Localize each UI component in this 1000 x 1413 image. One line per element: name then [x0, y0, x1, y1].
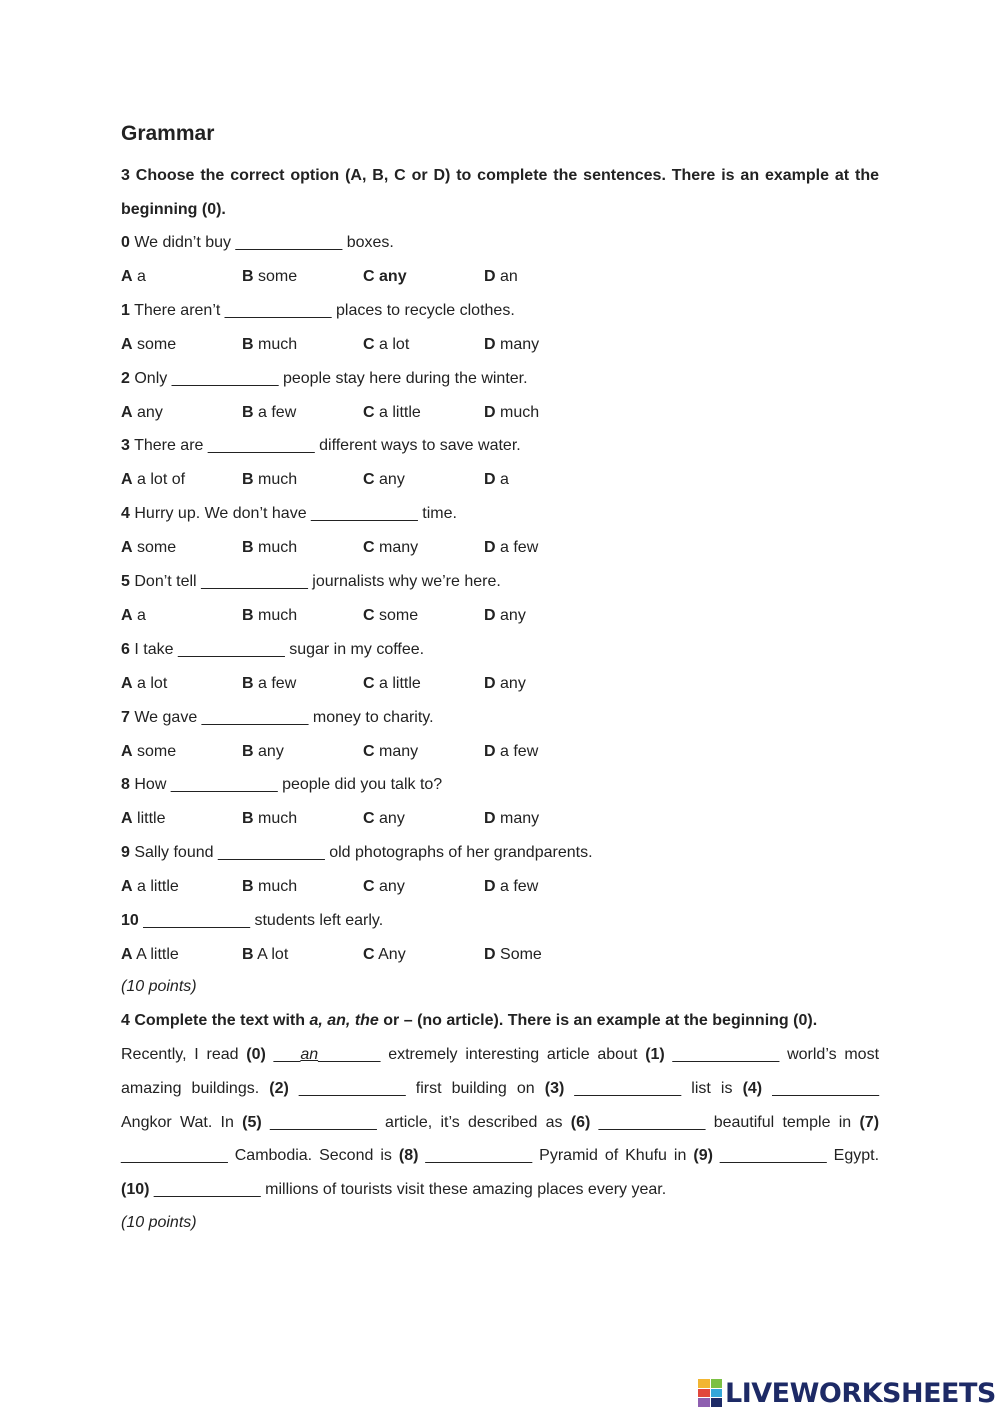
option-letter: A [121, 743, 133, 760]
option-text: any [500, 675, 526, 692]
question-0 [121, 233, 879, 253]
option-text: much [258, 810, 298, 827]
option-c[interactable] [363, 606, 418, 626]
option-a[interactable] [121, 470, 185, 490]
gap-number-10: (10) [121, 1181, 150, 1198]
option-letter: B [242, 946, 254, 963]
ex3-instruction-line1: 3 Choose the correct option (A, B, C or D) to complete the sentences. There is an example at the [121, 167, 879, 184]
option-text: much [500, 404, 540, 421]
question-number: 0 [121, 234, 130, 251]
option-letter: D [484, 336, 496, 353]
gap-10[interactable]: ____________ [153, 1181, 261, 1198]
question-number: 6 [121, 641, 130, 658]
gap-1[interactable]: ____________ [672, 1046, 780, 1063]
option-d[interactable] [484, 470, 509, 490]
question-4 [121, 504, 879, 524]
question-text-after: time. [422, 505, 457, 522]
question-text-before: I take [134, 641, 174, 658]
option-a[interactable] [121, 538, 176, 558]
option-text: some [137, 539, 177, 556]
option-letter: C [363, 336, 375, 353]
gap-number-0: (0) [246, 1046, 266, 1063]
option-text: many [500, 810, 540, 827]
question-blank[interactable]: ____________ [201, 573, 308, 590]
option-text: A lot [257, 946, 289, 963]
option-letter: A [121, 607, 133, 624]
ex4-l4-text3: Egypt. [826, 1147, 880, 1164]
option-a[interactable] [121, 945, 179, 965]
option-letter: D [484, 878, 496, 895]
question-blank[interactable]: ____________ [170, 776, 278, 793]
liveworksheets-logo-icon [698, 1379, 722, 1407]
option-letter: C [363, 878, 375, 895]
question-text-before: Don’t tell [134, 573, 197, 590]
gap-4[interactable]: ____________ [772, 1080, 880, 1097]
ex4-l4-text2: Pyramid of Khufu in [532, 1147, 694, 1164]
option-a[interactable] [121, 335, 176, 355]
option-d[interactable] [484, 945, 542, 965]
option-d[interactable] [484, 674, 526, 694]
option-text: much [258, 336, 298, 353]
section-title: Grammar [121, 122, 215, 145]
option-a[interactable] [121, 674, 167, 694]
ex4-l1-text1: Recently, I read [121, 1046, 247, 1063]
option-d[interactable] [484, 267, 518, 287]
option-b[interactable] [242, 538, 297, 558]
gap-number-8: (8) [398, 1147, 419, 1164]
option-a[interactable] [121, 742, 176, 762]
option-letter: B [242, 404, 254, 421]
option-b[interactable] [242, 335, 297, 355]
gap-number-2: (2) [269, 1080, 289, 1097]
gap-2[interactable]: ____________ [298, 1080, 406, 1097]
option-letter: B [242, 268, 254, 285]
option-a[interactable] [121, 606, 146, 626]
option-text: much [258, 878, 298, 895]
option-letter: B [242, 607, 254, 624]
option-text: a lot [137, 675, 168, 692]
option-b[interactable] [242, 742, 284, 762]
question-1 [121, 301, 879, 321]
question-number: 1 [121, 302, 130, 319]
option-text: any [258, 743, 284, 760]
question-blank[interactable]: ____________ [177, 641, 285, 658]
question-text-before: How [134, 776, 167, 793]
option-text: some [137, 336, 177, 353]
question-text-after: money to charity. [312, 709, 434, 726]
option-text: Any [378, 946, 406, 963]
question-5 [121, 572, 879, 592]
gap-number-3: (3) [544, 1080, 565, 1097]
option-letter: D [484, 471, 496, 488]
option-letter: C [363, 607, 375, 624]
question-text-after: people stay here during the winter. [282, 370, 528, 387]
question-text-after: old photographs of her grandparents. [329, 844, 593, 861]
option-letter: A [121, 810, 133, 827]
question-text-after: places to recycle clothes. [336, 302, 515, 319]
option-letter: A [121, 878, 133, 895]
question-text-before: We gave [134, 709, 198, 726]
option-text: much [258, 539, 298, 556]
question-8 [121, 775, 879, 795]
option-d[interactable] [484, 809, 539, 829]
option-text: a [137, 607, 146, 624]
option-a[interactable] [121, 403, 163, 423]
option-text: a [137, 268, 146, 285]
option-text: a little [379, 404, 421, 421]
option-b[interactable] [242, 674, 296, 694]
question-blank[interactable]: ____________ [235, 234, 343, 251]
ex4-l3-text2: article, it’s described as [376, 1114, 571, 1131]
option-text: an [500, 268, 518, 285]
option-b[interactable] [242, 809, 297, 829]
gap-number-6: (6) [570, 1114, 591, 1131]
option-letter: D [484, 607, 496, 624]
question-2 [121, 369, 879, 389]
option-d[interactable] [484, 403, 539, 423]
option-letter: D [484, 675, 496, 692]
option-letter: B [242, 539, 254, 556]
question-6 [121, 640, 879, 660]
option-a[interactable] [121, 809, 165, 829]
option-text: a [500, 471, 509, 488]
option-c[interactable] [363, 945, 406, 965]
gap-number-5: (5) [242, 1114, 262, 1131]
option-text: a few [258, 675, 297, 692]
option-letter: C [363, 675, 375, 692]
question-blank[interactable]: ____________ [143, 912, 251, 929]
question-number: 9 [121, 844, 130, 861]
ex4-text-line3 [121, 1113, 879, 1133]
ex4-instruction [121, 1011, 879, 1031]
gap-3[interactable]: ____________ [574, 1080, 682, 1097]
gap-number-7: (7) [859, 1114, 880, 1131]
option-letter: B [242, 810, 254, 827]
option-letter: B [242, 675, 254, 692]
question-text-before: We didn’t buy [134, 234, 232, 251]
option-text: some [258, 268, 298, 285]
option-letter: D [484, 404, 496, 421]
option-letter: B [242, 743, 254, 760]
option-letter: C [363, 404, 375, 421]
option-text: some [379, 607, 419, 624]
question-number: 7 [121, 709, 130, 726]
liveworksheets-logo-text: LIVEWORKSHEETS [725, 1377, 996, 1409]
question-number: 3 [121, 437, 130, 454]
option-letter: A [121, 946, 133, 963]
option-text: any [379, 810, 405, 827]
question-9 [121, 843, 879, 863]
option-b[interactable] [242, 403, 296, 423]
option-letter: D [484, 268, 496, 285]
gap-8[interactable]: ____________ [425, 1147, 533, 1164]
option-text: a few [258, 404, 297, 421]
option-d[interactable] [484, 877, 538, 897]
ex4-l3-text3: beautiful temple in [705, 1114, 860, 1131]
question-10 [121, 911, 879, 931]
option-text: much [258, 471, 298, 488]
ex4-text-line2 [121, 1079, 879, 1099]
option-b[interactable] [242, 877, 297, 897]
question-blank[interactable]: ____________ [311, 505, 418, 522]
option-letter: C [363, 268, 375, 285]
option-b[interactable] [242, 470, 297, 490]
question-7 [121, 708, 879, 728]
question-number: 2 [121, 370, 130, 387]
option-text: any [379, 268, 407, 285]
option-d[interactable] [484, 606, 526, 626]
option-b[interactable] [242, 606, 297, 626]
gap-number-9: (9) [693, 1147, 713, 1164]
question-number: 8 [121, 776, 130, 793]
liveworksheets-logo [698, 1376, 996, 1410]
option-letter: B [242, 471, 254, 488]
option-text: a few [500, 539, 539, 556]
question-text-before: There are [134, 437, 204, 454]
option-letter: D [484, 810, 496, 827]
option-text: little [137, 810, 166, 827]
question-text-after: boxes. [346, 234, 394, 251]
option-text: many [500, 336, 540, 353]
option-c[interactable] [363, 809, 405, 829]
question-text-before: Only [134, 370, 168, 387]
option-letter: C [363, 810, 375, 827]
option-b[interactable] [242, 267, 297, 287]
ex4-text-line4 [121, 1146, 879, 1166]
gap-0[interactable]: ___an_______ [273, 1046, 381, 1063]
option-text: a few [500, 878, 539, 895]
option-letter: A [121, 675, 133, 692]
gap-number-1: (1) [645, 1046, 665, 1063]
option-text: Some [500, 946, 542, 963]
option-d[interactable] [484, 742, 538, 762]
option-d[interactable] [484, 538, 538, 558]
option-text: A little [136, 946, 179, 963]
question-3 [121, 436, 879, 456]
question-text-after: journalists why we’re here. [312, 573, 501, 590]
ex4-l2-text1: amazing buildings. [121, 1080, 270, 1097]
option-letter: C [363, 946, 375, 963]
option-letter: A [121, 268, 133, 285]
option-letter: C [363, 471, 375, 488]
ex4-instruction-part1: 4 Complete the text with [121, 1012, 310, 1029]
option-text: some [137, 743, 177, 760]
ex3-instruction-line2: beginning (0). [121, 201, 226, 218]
question-text-after: people did you talk to? [282, 776, 443, 793]
ex4-l2-text3: list is [681, 1080, 743, 1097]
option-c[interactable] [363, 403, 421, 423]
option-d[interactable] [484, 335, 539, 355]
option-letter: D [484, 743, 496, 760]
question-text-after: sugar in my coffee. [289, 641, 425, 658]
option-text: a little [137, 878, 179, 895]
option-c[interactable] [363, 470, 405, 490]
question-blank[interactable]: ____________ [224, 302, 332, 319]
question-text-after: students left early. [254, 912, 384, 929]
option-a[interactable] [121, 267, 146, 287]
question-blank[interactable]: ____________ [171, 370, 279, 387]
option-c[interactable] [363, 877, 405, 897]
option-letter: A [121, 539, 133, 556]
option-text: many [379, 743, 419, 760]
option-text: much [258, 607, 298, 624]
gap-0-answer: an [300, 1046, 319, 1063]
question-text-after: different ways to save water. [319, 437, 521, 454]
question-text-before: Hurry up. We don’t have [134, 505, 307, 522]
option-text: any [379, 471, 405, 488]
option-text: any [137, 404, 163, 421]
option-text: a lot [379, 336, 410, 353]
option-text: a lot of [137, 471, 186, 488]
option-c[interactable] [363, 267, 407, 287]
ex4-l1-text2: extremely interesting article about [380, 1046, 646, 1063]
ex4-l2-text2: first building on [405, 1080, 545, 1097]
option-letter: A [121, 471, 133, 488]
option-letter: A [121, 404, 133, 421]
ex4-text-line1 [121, 1045, 879, 1065]
option-text: any [500, 607, 526, 624]
question-text-before: There aren’t [134, 302, 221, 319]
question-blank[interactable]: ____________ [217, 844, 325, 861]
option-text: many [379, 539, 419, 556]
ex4-l1-text3: world’s most [779, 1046, 880, 1063]
question-blank[interactable]: ____________ [201, 709, 309, 726]
option-letter: D [484, 539, 496, 556]
gap-number-4: (4) [742, 1080, 763, 1097]
option-letter: B [242, 336, 254, 353]
ex3-points: (10 points) [121, 978, 197, 995]
ex4-l4-text1: Cambodia. Second is [227, 1147, 399, 1164]
option-a[interactable] [121, 877, 179, 897]
question-text-before: Sally found [134, 844, 214, 861]
option-c[interactable] [363, 335, 409, 355]
question-number: 10 [121, 912, 139, 929]
option-c[interactable] [363, 742, 418, 762]
ex4-text-line5 [121, 1180, 879, 1200]
option-letter: B [242, 878, 254, 895]
ex4-l5-text1: millions of tourists visit these amazing places every year. [260, 1181, 667, 1198]
option-letter: D [484, 946, 496, 963]
ex4-instruction-articles: a, an, the [309, 1012, 379, 1029]
gap-5[interactable]: ____________ [270, 1114, 377, 1131]
option-letter: A [121, 336, 133, 353]
ex4-instruction-part3: or – (no article). There is an example at the beginning (0). [378, 1012, 818, 1029]
ex4-points: (10 points) [121, 1214, 197, 1231]
question-blank[interactable]: ____________ [207, 437, 315, 454]
gap-9[interactable]: ____________ [719, 1147, 827, 1164]
option-text: any [379, 878, 405, 895]
gap-7[interactable]: ____________ [121, 1147, 228, 1164]
option-letter: C [363, 539, 375, 556]
option-b[interactable] [242, 945, 288, 965]
option-text: a little [379, 675, 421, 692]
option-text: a few [500, 743, 539, 760]
question-number: 5 [121, 573, 130, 590]
gap-6[interactable]: ____________ [598, 1114, 706, 1131]
option-letter: C [363, 743, 375, 760]
ex4-l3-text1: Angkor Wat. In [121, 1114, 243, 1131]
question-number: 4 [121, 505, 130, 522]
option-c[interactable] [363, 538, 418, 558]
option-c[interactable] [363, 674, 421, 694]
